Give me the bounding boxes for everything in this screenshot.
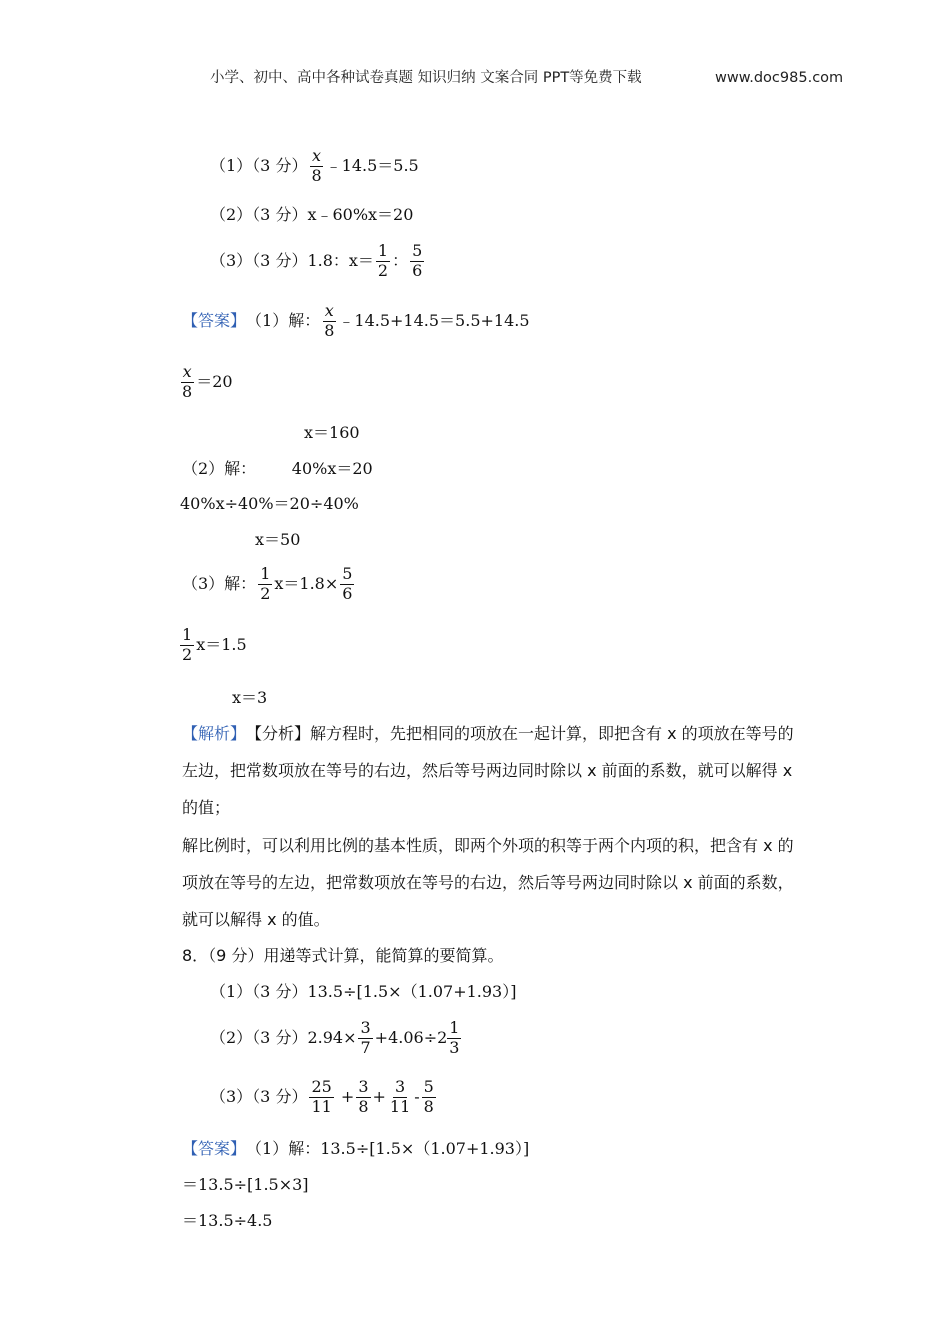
- denominator: 2: [260, 583, 271, 603]
- answer7-line1-rest: ﹣14.5+14.5＝5.5+14.5: [338, 311, 530, 331]
- q8-title: [182, 948, 503, 964]
- denominator: 2: [182, 644, 193, 664]
- denominator: 8: [358, 1096, 369, 1116]
- answer7-line1: [182, 303, 530, 340]
- q8-part3-label: （3）（3 分）: [210, 1087, 308, 1107]
- answer7-line8: [180, 627, 247, 664]
- answer7-line6: [255, 532, 300, 548]
- q8-part1: [210, 984, 516, 1000]
- analysis7-text2: 左边，把常数项放在等号的右边，然后等号两边同时除以 x 前面的系数，就可以解得 x: [182, 761, 793, 780]
- q7-part3-label: （3）（3 分）1.8：x＝: [210, 251, 374, 271]
- answer7-line4-text: （2）解： 40%x＝20: [182, 459, 373, 478]
- q7-part3: [210, 243, 426, 280]
- fraction: [358, 1020, 372, 1057]
- numerator: 1: [449, 1018, 460, 1037]
- answer8-line3: [182, 1213, 272, 1229]
- answer7-line4: [182, 461, 373, 477]
- denominator: 2: [377, 260, 389, 280]
- answer8-line2-text: ＝13.5÷[1.5×3]: [182, 1175, 309, 1194]
- answer7-line3: [304, 425, 360, 441]
- q7-part2-text: （2）（3 分）x﹣60%x＝20: [210, 205, 414, 224]
- q8-part3: [210, 1079, 438, 1116]
- q7-part1: [210, 148, 419, 185]
- fraction: [309, 1079, 333, 1116]
- q8-part1-text: （1）（3 分）13.5÷[1.5×（1.07+1.93）]: [210, 982, 517, 1001]
- operator: +: [335, 1087, 355, 1107]
- answer7-line7: [182, 566, 356, 603]
- answer7-line6-text: x＝50: [255, 530, 301, 549]
- analysis7-text3: 的值；: [182, 798, 231, 817]
- q8-part2-mid: +4.06÷2: [374, 1028, 448, 1048]
- analysis7-line5: [182, 875, 794, 891]
- answer7-line2: [180, 364, 233, 401]
- answer7-line5-text: 40%x÷40%＝20÷40%: [180, 494, 359, 513]
- answer7-line3-text: x＝160: [304, 423, 360, 442]
- fraction: [340, 566, 354, 603]
- denominator: 8: [311, 165, 322, 185]
- header-url[interactable]: [715, 71, 843, 86]
- denominator: 8: [423, 1096, 434, 1116]
- analysis7-line1: [182, 726, 794, 742]
- numerator: 1: [377, 241, 389, 260]
- answer7-line5: [180, 496, 359, 512]
- answer8-line3-text: ＝13.5÷4.5: [182, 1211, 273, 1230]
- denominator: 3: [449, 1037, 460, 1057]
- analysis-tag: 【解析】: [182, 724, 247, 743]
- answer-tag: 【答案】: [182, 1139, 247, 1158]
- numerator: 1: [260, 564, 271, 583]
- q8-title-text: 8．（9 分）用递等式计算，能简算的要简算。: [182, 946, 504, 965]
- fraction: [258, 566, 272, 603]
- fraction: [356, 1079, 370, 1116]
- analysis7-text4: 解比例时，可以利用比例的基本性质，即两个外项的积等于两个内项的积，把含有 x 的: [182, 836, 794, 855]
- analysis7-text1: 【分析】解方程时，先把相同的项放在一起计算，即把含有 x 的项放在等号的: [246, 724, 794, 743]
- fraction: [180, 364, 194, 401]
- operator: +: [372, 1087, 386, 1107]
- page-header: [210, 71, 642, 86]
- fraction: [376, 243, 390, 280]
- numerator: 1: [182, 625, 193, 644]
- denominator: 11: [311, 1096, 332, 1116]
- analysis7-line3: [182, 800, 230, 816]
- denominator: 11: [389, 1096, 411, 1116]
- numerator: x: [182, 362, 192, 381]
- analysis7-text5: 项放在等号的左边，把常数项放在等号的右边，然后等号两边同时除以 x 前面的系数，: [182, 873, 794, 892]
- operator: -: [414, 1087, 420, 1107]
- header-url-text: www.doc985.com: [715, 70, 844, 86]
- fraction: [447, 1020, 461, 1057]
- fraction: [309, 148, 323, 185]
- numerator: x: [312, 146, 322, 165]
- answer7-line9: [232, 690, 267, 706]
- q8-part2: [210, 1020, 463, 1057]
- q7-part2: [210, 207, 413, 223]
- answer7-line9-text: x＝3: [232, 688, 268, 707]
- fraction: [410, 243, 424, 280]
- q8-part2-label: （2）（3 分）2.94×: [210, 1028, 357, 1048]
- header-title: 小学、初中、高中各种试卷真题 知识归纳 文案合同 PPT等免费下载: [210, 70, 642, 86]
- denominator: 6: [412, 260, 423, 280]
- analysis7-line2: [182, 763, 792, 779]
- fraction: [322, 303, 336, 340]
- denominator: 7: [360, 1037, 371, 1057]
- answer-tag: 【答案】: [182, 311, 247, 331]
- ratio-separator: ：: [392, 251, 409, 271]
- denominator: 8: [182, 381, 193, 401]
- q7-part1-label: （1）（3 分）: [210, 156, 308, 176]
- answer7-label: （1）解：: [246, 311, 321, 331]
- answer7-line8-rest: x＝1.5: [196, 635, 247, 655]
- denominator: 6: [342, 583, 353, 603]
- denominator: 8: [324, 320, 335, 340]
- numerator: 5: [342, 564, 353, 583]
- analysis7-line4: [182, 838, 794, 854]
- answer7-line7-label: （3）解：: [182, 574, 257, 594]
- fraction: [388, 1079, 412, 1116]
- answer8-line1: [182, 1141, 529, 1157]
- numerator: x: [324, 301, 334, 320]
- numerator: 3: [358, 1077, 369, 1096]
- answer7-line2-rest: ＝20: [196, 372, 233, 392]
- numerator: 5: [423, 1077, 434, 1096]
- q7-part1-rest: ﹣14.5＝5.5: [325, 156, 419, 176]
- fraction: [180, 627, 194, 664]
- numerator: 25: [311, 1077, 332, 1096]
- answer8-line2: [182, 1177, 309, 1193]
- numerator: 3: [394, 1077, 406, 1096]
- analysis7-text6: 就可以解得 x 的值。: [182, 910, 330, 929]
- numerator: 3: [360, 1018, 371, 1037]
- analysis7-line6: [182, 912, 330, 928]
- numerator: 5: [412, 241, 423, 260]
- fraction: [422, 1079, 436, 1116]
- answer7-line7-mid: x＝1.8×: [274, 574, 339, 594]
- answer8-line1-text: （1）解：13.5÷[1.5×（1.07+1.93）]: [246, 1139, 530, 1158]
